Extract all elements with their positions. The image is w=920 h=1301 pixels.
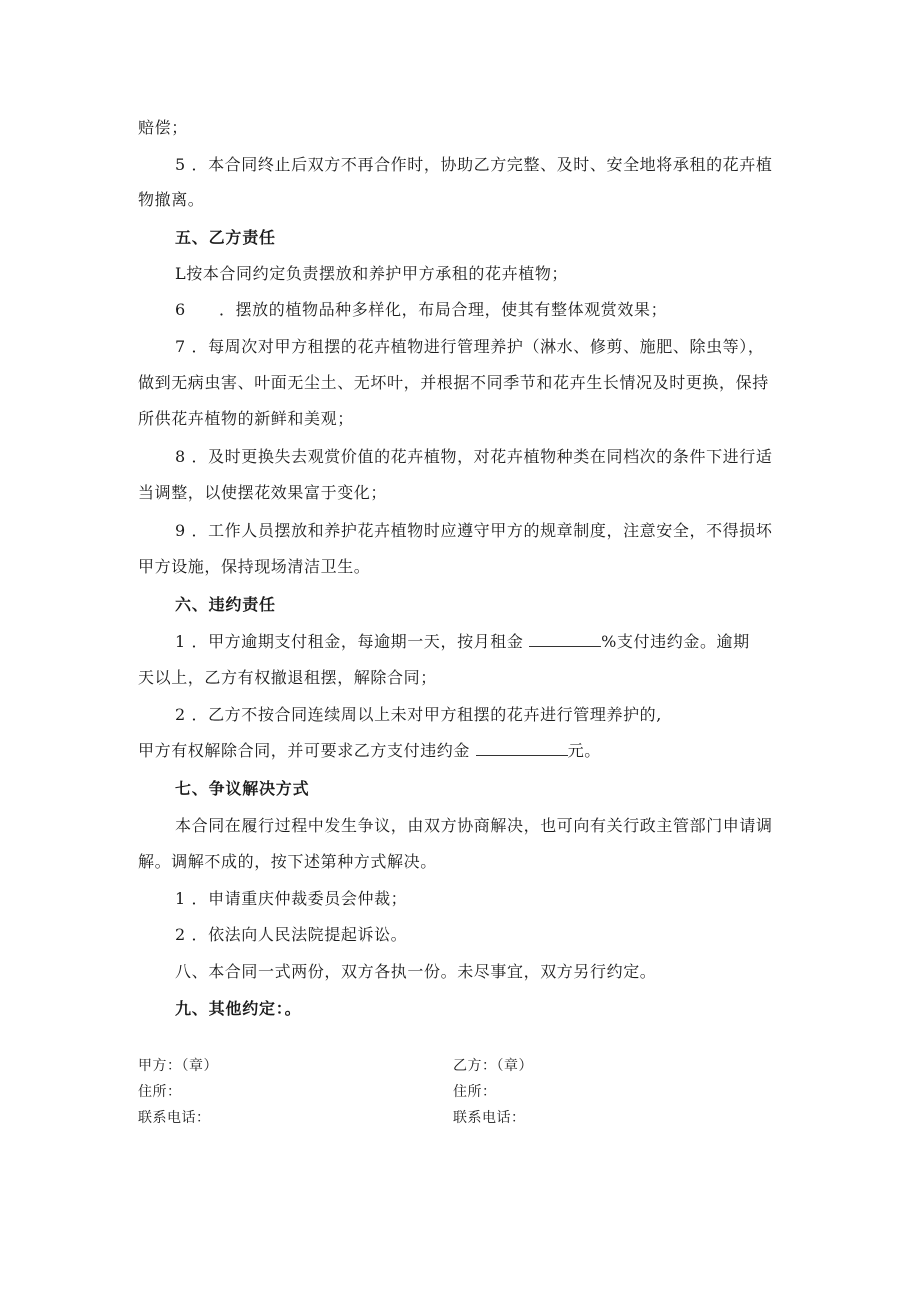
text-segment: 1 ．甲方逾期支付租金，每逾期一天，按月租金 [175, 632, 524, 651]
text-line: 物撤离。 [138, 190, 205, 209]
party-a-label: 甲方：（章） [138, 1058, 218, 1074]
blank-field [529, 632, 601, 647]
section-8: 八、本合同一式两份，双方各执一份。未尽事宜，双方另行约定。 [175, 962, 657, 981]
text-line: 做到无病虫害、叶面无尘土、无坏叶，并根据不同季节和花卉生长情况及时更换，保持 [138, 373, 769, 392]
blank-field [476, 741, 568, 756]
dispute-option-2: 2 ．依法向人民法院提起诉讼。 [175, 925, 408, 944]
clause-5: 5 ．本合同终止后双方不再合作时，协助乙方完整、及时、安全地将承租的花卉植 [175, 155, 773, 174]
clause-9: 9 ．工作人员摆放和养护花卉植物时应遵守甲方的规章制度，注意安全，不得损坏 [175, 521, 773, 540]
dispute-option-1: 1 ．申请重庆仲裁委员会仲裁； [175, 889, 408, 908]
party-b-label: 乙方：（章） [453, 1058, 533, 1074]
text-segment: 甲方有权解除合同，并可要求乙方支付违约金 [138, 741, 471, 760]
clause-7: 7 ．每周次对甲方租摆的花卉植物进行管理养护（淋水、修剪、施肥、除虫等）， [175, 337, 765, 356]
party-b-phone: 联系电话： [453, 1110, 526, 1126]
clause-1: L按本合同约定负责摆放和养护甲方承租的花卉植物； [175, 264, 569, 283]
text-line: 甲方设施，保持现场清洁卫生。 [138, 557, 371, 576]
party-a-address: 住所： [138, 1084, 182, 1100]
party-b-address: 住所： [453, 1084, 497, 1100]
clause-8: 8 ．及时更换失去观赏价值的花卉植物，对花卉植物种类在同档次的条件下进行适 [175, 447, 773, 466]
text-segment: 元。 [567, 741, 601, 760]
text-line: 当调整，以使摆花效果富于变化； [138, 483, 388, 502]
penalty-clause-1 [175, 632, 750, 652]
penalty-clause-2: 2 ．乙方不按合同连续周以上未对甲方租摆的花卉进行管理养护的, [175, 705, 662, 724]
text-line: 天以上，乙方有权撤退租摆，解除合同； [138, 668, 437, 687]
text-line: 所供花卉植物的新鲜和美观； [138, 409, 354, 428]
section-heading-5: 五、乙方责任 [175, 228, 276, 247]
dispute-text: 本合同在履行过程中发生争议，由双方协商解决，也可向有关行政主管部门申请调 [175, 816, 773, 835]
section-heading-7: 七、争议解决方式 [175, 779, 310, 798]
clause-6: 6 ．摆放的植物品种多样化，布局合理，使其有整体观赏效果； [175, 300, 668, 319]
party-a-phone: 联系电话： [138, 1110, 211, 1126]
text-segment: %支付违约金。逾期 [601, 632, 750, 651]
section-heading-6: 六、违约责任 [175, 595, 276, 614]
section-heading-9: 九、其他约定：。 [175, 999, 302, 1018]
text-line [138, 741, 601, 761]
text-line: 赔偿； [138, 118, 188, 137]
text-line: 解。调解不成的，按下述第种方式解决。 [138, 852, 437, 871]
